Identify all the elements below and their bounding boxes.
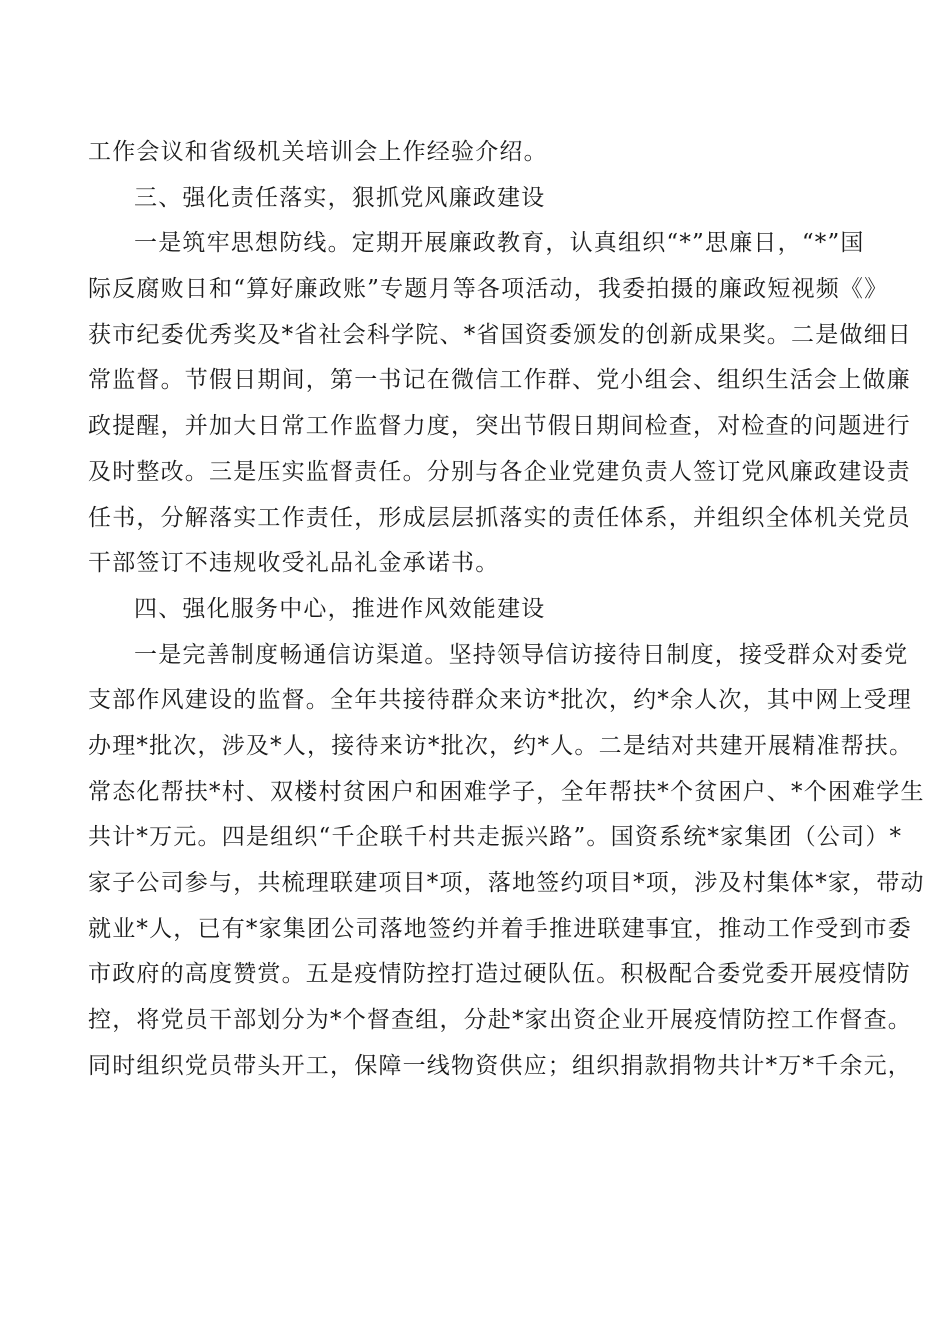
section-heading: 三、强化责任落实，狠抓党风廉政建设 (134, 184, 546, 211)
text-line: 办理*批次，涉及*人，接待来访*批次，约*人。二是结对共建开展精准帮扶。 (88, 732, 914, 759)
text-line: 常监督。节假日期间，第一书记在微信工作群、党小组会、组织生活会上做廉 (88, 367, 911, 394)
section-heading: 四、强化服务中心，推进作风效能建设 (134, 595, 546, 622)
text-line: 就业*人，已有*家集团公司落地签约并着手推进联建事宜，推动工作受到市委 (88, 915, 912, 942)
text-line: 际反腐败日和“算好廉政账”专题月等各项活动，我委拍摄的廉政短视频《》 (88, 276, 889, 303)
text-line: 家子公司参与，共梳理联建项目*项，落地签约项目*项，涉及村集体*家，带动 (88, 870, 925, 896)
text-line: 工作会议和省级机关培训会上作经验介绍。 (88, 139, 548, 165)
text-line: 一是筑牢思想防线。定期开展廉政教育，认真组织“*”思廉日，“*”国 (134, 230, 865, 257)
text-line: 共计*万元。四是组织“千企联千村共走振兴路”。国资系统*家集团（公司）* (88, 824, 903, 851)
text-line: 任书，分解落实工作责任，形成层层抓落实的责任体系，并组织全体机关党员 (88, 504, 911, 531)
text-line: 支部作风建设的监督。全年共接待群众来访*批次，约*余人次，其中网上受理 (88, 687, 912, 714)
text-line: 一是完善制度畅通信访渠道。坚持领导信访接待日制度，接受群众对委党 (134, 641, 909, 668)
text-line: 获市纪委优秀奖及*省社会科学院、*省国资委颁发的创新成果奖。二是做细日 (88, 321, 912, 348)
document-body (88, 130, 925, 1089)
text-line: 市政府的高度赞赏。五是疫情防控打造过硬队伍。积极配合委党委开展疫情防 (88, 961, 911, 988)
text-line: 控，将党员干部划分为*个督查组，分赴*家出资企业开展疫情防控工作督查。 (88, 1007, 912, 1034)
text-line: 政提醒，并加大日常工作监督力度，突出节假日期间检查，对检查的问题进行 (88, 413, 911, 440)
text-line: 常态化帮扶*村、双楼村贫困户和困难学子，全年帮扶*个贫困户、*个困难学生 (88, 778, 925, 805)
text-line: 及时整改。三是压实监督责任。分别与各企业党建负责人签订党风廉政建设责 (88, 458, 911, 485)
text-line: 干部签订不违规收受礼品礼金承诺书。 (88, 550, 500, 577)
text-line: 同时组织党员带头开工，保障一线物资供应；组织捐款捐物共计*万*千余元， (88, 1052, 912, 1079)
